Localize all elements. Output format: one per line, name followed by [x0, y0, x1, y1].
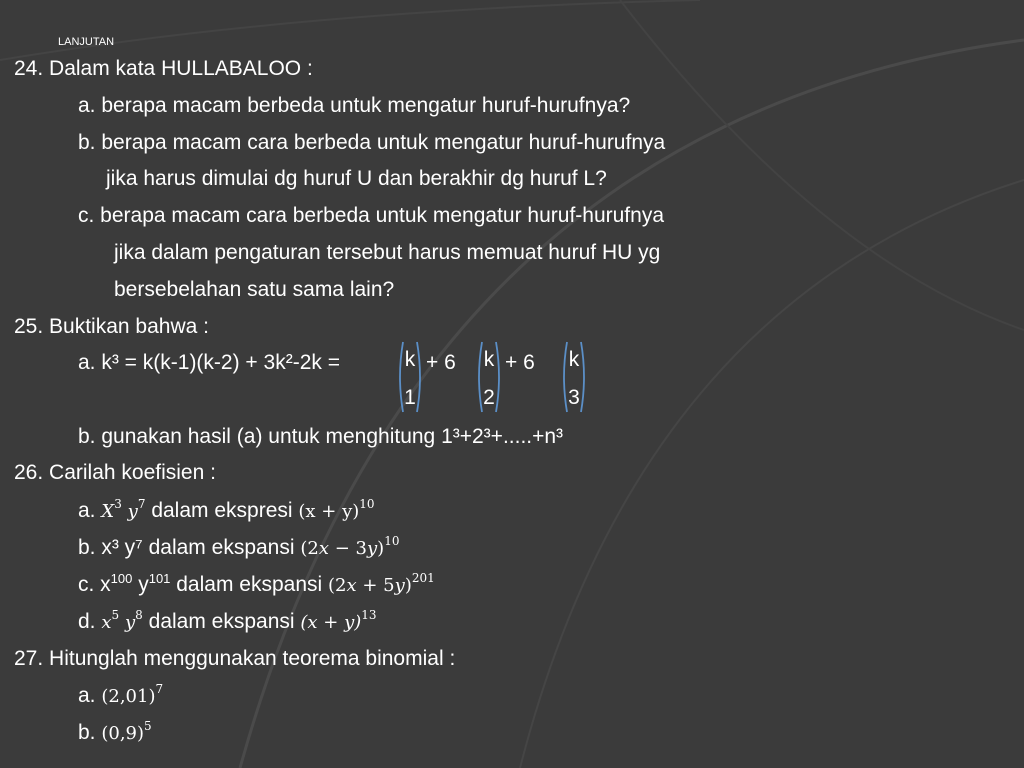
q26c-exp-y: 101 [148, 571, 171, 586]
q26a-middle-text: dalam ekspresi [145, 499, 299, 522]
q26a-var-y: y [127, 501, 138, 522]
q26d-exponent: 13 [361, 608, 377, 622]
q26b-open: (2 [300, 538, 319, 559]
q26c-close: ) [404, 575, 412, 596]
q26a-exp-x: 3 [114, 497, 122, 511]
q26d-prefix: d. [78, 610, 102, 633]
q26b-exponent: 10 [384, 534, 400, 548]
q26-part-d [78, 609, 377, 636]
q26c-var-x: x [346, 575, 357, 596]
q26d-var-x: x [101, 612, 112, 633]
q26c-exponent: 201 [411, 571, 435, 585]
q25-plus-6-first: + 6 [426, 351, 456, 374]
q26c-prefix: c. x [78, 573, 111, 596]
q26b-minus: − 3 [329, 538, 367, 559]
q27-title: 27. Hitunglah menggunakan teorema binomial : [14, 647, 456, 670]
q24-part-a: a. berapa macam berbeda untuk mengatur huruf-hurufnya? [78, 94, 631, 117]
q26c-mid1: y [132, 573, 149, 596]
q24-part-c-line2: jika dalam pengaturan tersebut harus memuat huruf HU yg [114, 241, 661, 264]
q26c-mid2: dalam ekspansi [170, 573, 329, 596]
q26c-exp-x: 100 [110, 571, 133, 586]
q25-title: 25. Buktikan bahwa : [14, 315, 209, 338]
q25-part-a-formula: a. k³ = k(k-1)(k-2) + 3k²-2k = [78, 351, 340, 374]
q27b-prefix: b. [78, 721, 102, 744]
binomial-k-1 [396, 340, 424, 409]
q26b-prefix: b. x³ y⁷ dalam ekspansi [78, 536, 301, 559]
q26a-prefix: a. [78, 499, 102, 522]
q24-title: 24. Dalam kata HULLABALOO : [14, 57, 313, 80]
q26a-exponent: 10 [359, 497, 375, 511]
binomial-top: k [483, 348, 495, 371]
q27a-expression: (2,01) [101, 686, 156, 707]
q26-part-c [78, 572, 435, 599]
binomial-bottom: 2 [483, 386, 495, 409]
q27a-exponent: 7 [155, 682, 164, 696]
q26c-plus: + 5 [356, 575, 395, 596]
q26-title: 26. Carilah koefisien : [14, 461, 216, 484]
binomial-k-2 [475, 340, 503, 409]
q27-part-b [78, 720, 152, 747]
slide-header-label: LANJUTAN [58, 36, 115, 48]
q26-part-b [78, 535, 399, 562]
q27-part-a [78, 683, 163, 710]
binomial-bottom: 3 [568, 386, 580, 409]
q24-part-c-line3: bersebelahan satu sama lain? [114, 278, 395, 301]
q25-plus-6-second: + 6 [505, 351, 535, 374]
q24-part-b-line1: b. berapa macam cara berbeda untuk mengatur huruf-hurufnya [78, 131, 666, 154]
q26a-expression: (x + y) [298, 501, 360, 522]
q26d-middle-text: dalam ekspansi [142, 610, 301, 633]
q26a-exp-y: 7 [137, 497, 146, 511]
binomial-top: k [568, 348, 580, 371]
q26-part-a [78, 498, 375, 525]
q27a-prefix: a. [78, 684, 102, 707]
q24-part-c-line1: c. berapa macam cara berbeda untuk mengatur huruf-hurufnya [78, 204, 665, 227]
binomial-k-3 [560, 340, 588, 409]
q26d-var-y: y [125, 612, 136, 633]
q26d-exp-y: 8 [135, 608, 143, 622]
q26b-var-y: y [366, 538, 378, 559]
q26c-var-y: y [394, 575, 405, 596]
q25-part-b: b. gunakan hasil (a) untuk menghitung 1³+2³+.....+n³ [78, 425, 564, 448]
q26a-var-x: X [101, 501, 115, 522]
q26d-expression: (x + y) [300, 612, 362, 633]
q26c-open: (2 [328, 575, 347, 596]
q24-part-b-line2: jika harus dimulai dg huruf U dan berakhir dg huruf L? [106, 167, 607, 190]
binomial-top: k [404, 348, 416, 371]
q27b-exponent: 5 [144, 719, 152, 733]
q26d-exp-x: 5 [111, 608, 120, 622]
binomial-bottom: 1 [404, 386, 416, 409]
q26b-var-x: x [318, 538, 329, 559]
q26b-close: ) [377, 538, 385, 559]
q27b-expression: (0,9) [101, 723, 145, 744]
